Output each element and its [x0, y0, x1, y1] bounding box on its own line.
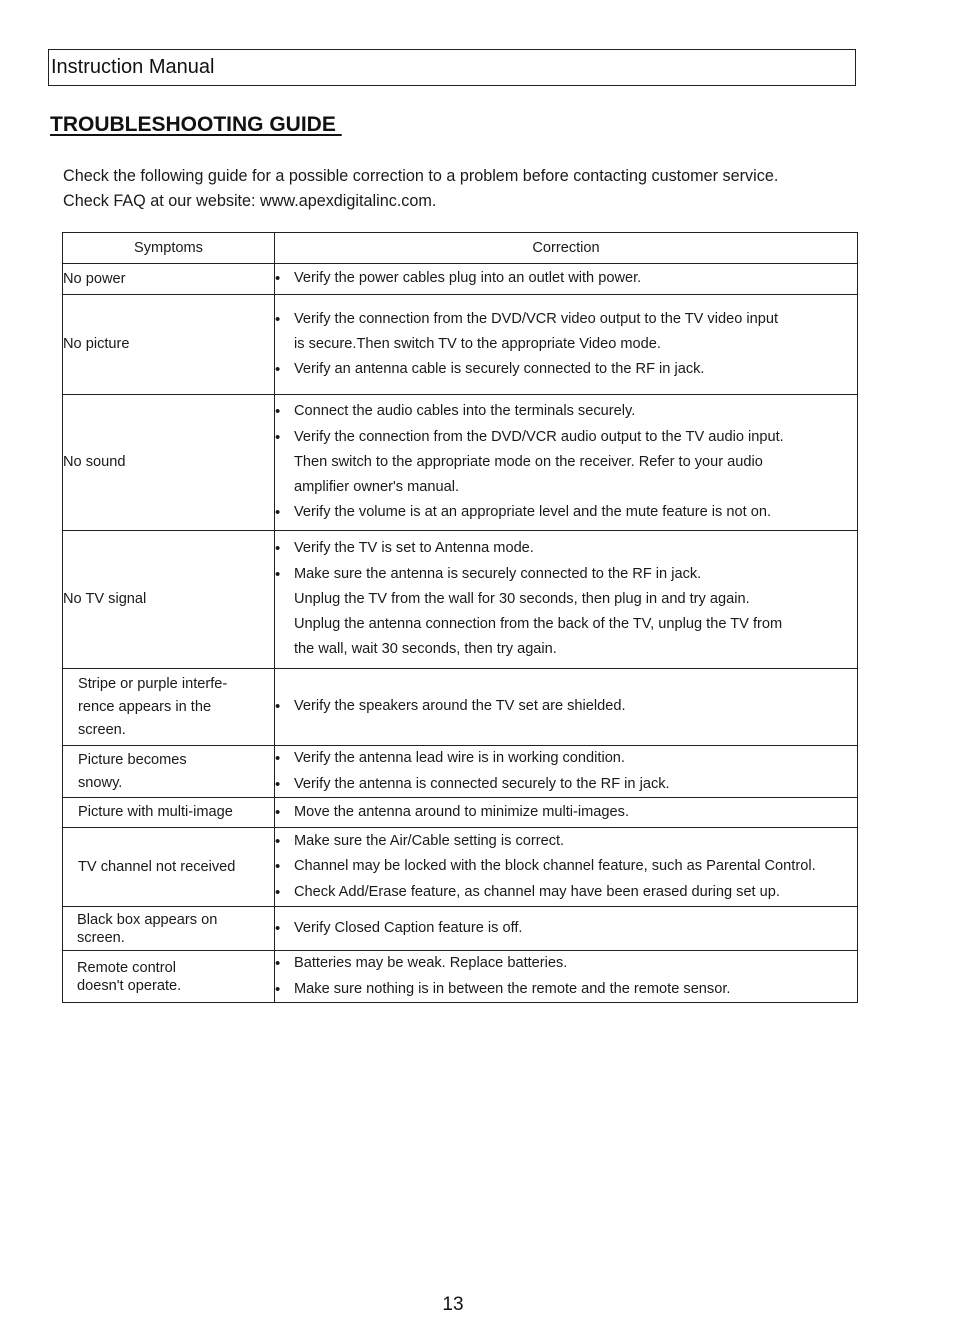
symptom-text: No TV signal	[63, 591, 147, 607]
correction-item: • Verify the speakers around the TV set are shielded.	[275, 694, 857, 719]
correction-item: • Verify the TV is set to Antenna mode.	[275, 536, 857, 561]
symptom-text: screen.	[77, 929, 125, 946]
correction-item: • Make sure the Air/Cable setting is correct.	[275, 829, 857, 854]
correction-list	[275, 694, 857, 719]
table-row	[63, 746, 858, 798]
symptom-text: rence appears in the	[78, 698, 212, 715]
correction-item: • Verify the connection from the DVD/VCR video output to the TV video input	[275, 307, 857, 332]
intro-line: Check the following guide for a possible correction to a problem before contacting customer service.	[63, 167, 779, 185]
correction-item: • Make sure nothing is in between the remote and the remote sensor.	[275, 977, 857, 1002]
page-number: 13	[442, 1294, 464, 1315]
correction-cell	[275, 828, 858, 907]
page-title: TROUBLESHOOTING GUIDE	[50, 113, 342, 136]
table-row	[63, 828, 858, 907]
correction-list	[275, 266, 857, 291]
troubleshooting-table	[62, 232, 858, 1003]
symptom-cell	[63, 669, 275, 746]
symptom-cell	[63, 828, 275, 907]
symptom-text: Picture becomes	[78, 751, 187, 768]
symptom-text: No sound	[63, 454, 126, 470]
table-row	[63, 531, 858, 669]
correction-item: • Batteries may be weak. Replace batteries.	[275, 951, 857, 976]
correction-continuation: is secure.Then switch TV to the appropriate Video mode.	[294, 335, 661, 352]
correction-list	[275, 746, 857, 796]
symptom-cell	[63, 746, 275, 798]
correction-cell	[275, 295, 858, 395]
table-row	[63, 295, 858, 395]
symptom-text: Remote control	[77, 959, 176, 976]
correction-item: • Connect the audio cables into the terminals securely.	[275, 399, 857, 424]
table-row	[63, 907, 858, 951]
correction-item: • Verify the power cables plug into an outlet with power.	[275, 266, 857, 291]
correction-cell	[275, 746, 858, 798]
symptom-text: No power	[63, 270, 126, 287]
manual-header-label: Instruction Manual	[51, 56, 215, 78]
correction-list	[275, 916, 857, 941]
correction-continuation: Unplug the antenna connection from the back of the TV, unplug the TV from	[294, 616, 783, 633]
symptom-cell	[63, 907, 275, 951]
symptom-cell	[63, 531, 275, 669]
intro-line: Check FAQ at our website: www.apexdigitalinc.com.	[63, 192, 437, 210]
correction-list	[275, 829, 857, 905]
correction-list	[275, 307, 857, 383]
correction-column-header: Correction	[275, 233, 858, 264]
correction-item: • Verify an antenna cable is securely connected to the RF in jack.	[275, 357, 857, 382]
intro-text	[63, 164, 778, 214]
correction-item: • Check Add/Erase feature, as channel may have been erased during set up.	[275, 880, 857, 905]
table-row	[63, 395, 858, 531]
correction-cell	[275, 798, 858, 828]
symptom-cell	[63, 264, 275, 295]
correction-cell	[275, 531, 858, 669]
correction-cell	[275, 907, 858, 951]
symptom-text: Black box appears on	[77, 911, 218, 928]
symptom-text: TV channel not received	[78, 858, 236, 875]
correction-cell	[275, 669, 858, 746]
correction-item: • Verify the antenna lead wire is in working condition.	[275, 746, 857, 771]
correction-continuation: the wall, wait 30 seconds, then try again.	[294, 641, 557, 658]
correction-cell	[275, 395, 858, 531]
table-row	[63, 798, 858, 828]
symptom-text: screen.	[78, 721, 126, 738]
correction-continuation: amplifier owner's manual.	[294, 479, 460, 496]
table-row	[63, 951, 858, 1003]
correction-item: • Make sure the antenna is securely connected to the RF in jack.	[275, 562, 857, 587]
correction-item: • Verify the antenna is connected securely to the RF in jack.	[275, 772, 857, 797]
table-row	[63, 669, 858, 746]
table-row	[63, 264, 858, 295]
correction-item: • Move the antenna around to minimize multi-images.	[275, 800, 857, 825]
symptom-text: No picture	[63, 336, 130, 352]
correction-cell	[275, 264, 858, 295]
correction-list	[275, 800, 857, 825]
correction-cell	[275, 951, 858, 1003]
correction-list	[275, 536, 857, 662]
correction-item: • Channel may be locked with the block channel feature, such as Parental Control.	[275, 854, 857, 879]
symptoms-column-header: Symptoms	[63, 233, 275, 264]
symptom-cell	[63, 395, 275, 531]
symptom-cell	[63, 951, 275, 1003]
correction-list	[275, 951, 857, 1001]
correction-list	[275, 399, 857, 525]
symptom-text: doesn't operate.	[77, 977, 182, 994]
manual-header	[48, 49, 856, 86]
table-body	[63, 264, 858, 1003]
symptom-cell	[63, 798, 275, 828]
table-header-row	[63, 233, 858, 264]
correction-item: • Verify the volume is at an appropriate level and the mute feature is not on.	[275, 500, 857, 525]
correction-item: • Verify the connection from the DVD/VCR audio output to the TV audio input.	[275, 425, 857, 450]
symptom-text: Stripe or purple interfe-	[78, 675, 228, 692]
correction-continuation: Unplug the TV from the wall for 30 seconds, then plug in and try again.	[294, 590, 750, 607]
correction-continuation: Then switch to the appropriate mode on the receiver. Refer to your audio	[294, 453, 763, 470]
symptom-text: Picture with multi-image	[78, 804, 233, 820]
correction-item: • Verify Closed Caption feature is off.	[275, 916, 857, 941]
symptom-text: snowy.	[78, 774, 123, 791]
symptom-cell	[63, 295, 275, 395]
